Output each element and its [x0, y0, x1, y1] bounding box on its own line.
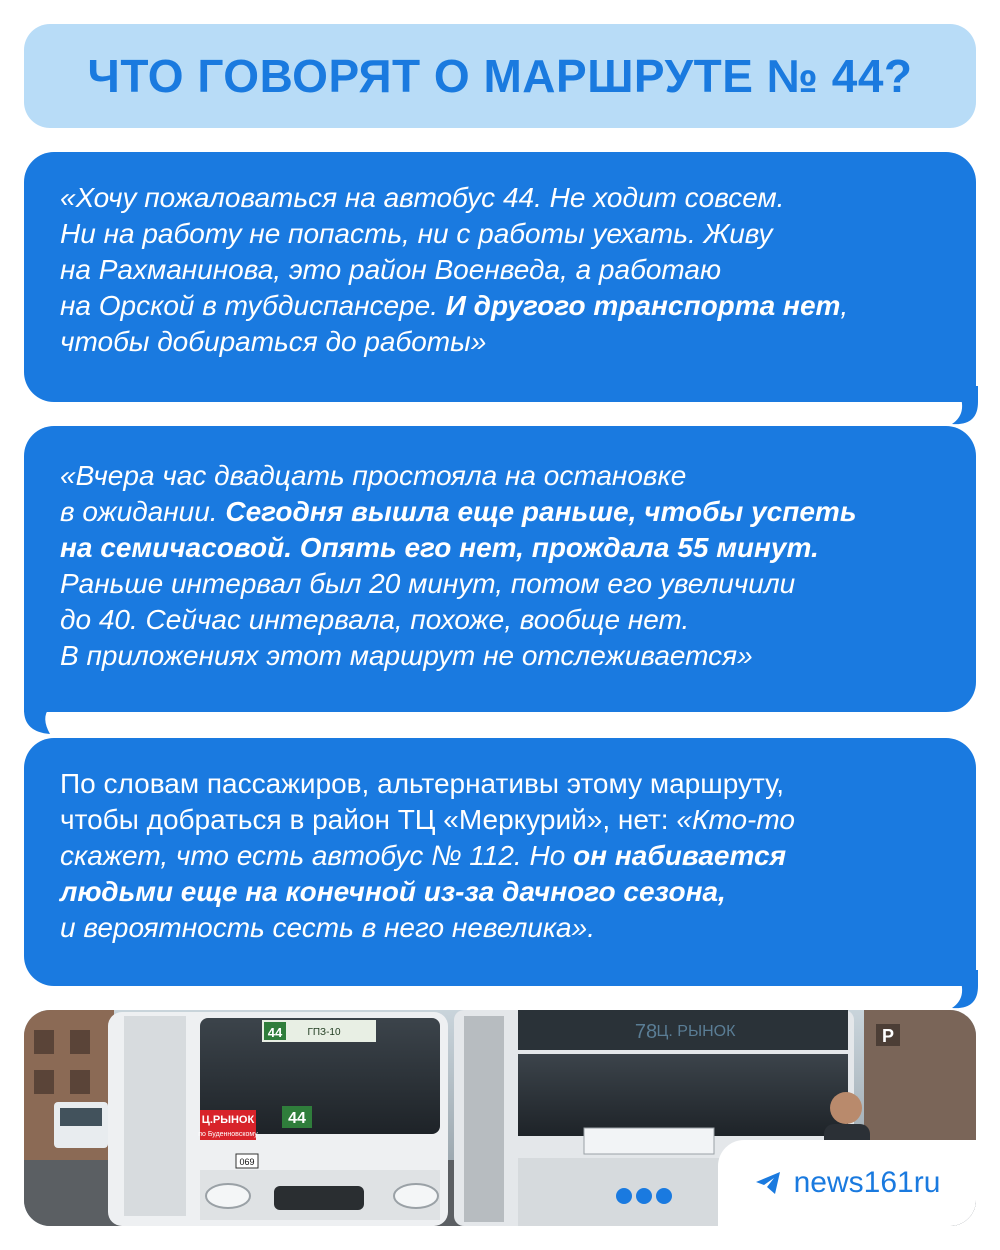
route-sign-subtext: по Буденновскому [198, 1131, 258, 1138]
brand-label: news161ru [793, 1166, 941, 1199]
bubble-tail-left [24, 696, 84, 736]
quote-2-line: до 40. Сейчас интервала, похоже, вообще нет. [60, 604, 690, 635]
quote-1-text [60, 180, 946, 360]
bubble-tail-right [918, 386, 978, 426]
quote-1-line: «Хочу пожаловаться на автобус 44. Не ходит совсем. [60, 182, 785, 213]
quote-bubble-2 [24, 426, 976, 712]
quote-bubble-3 [24, 738, 976, 986]
quote-3-emphasis: людьми еще на конечной из-за дачного сезона, [60, 876, 726, 907]
route-number-label: 44 [288, 1110, 306, 1127]
telegram-icon [754, 1170, 782, 1196]
quote-3-line: По словам пассажиров, альтернативы этому маршруту, [60, 768, 785, 799]
quote-3-line: чтобы добраться в район ТЦ «Меркурий», нет: «Кто-то [60, 804, 795, 835]
page-title: ЧТО ГОВОРЯТ О МАРШРУТЕ № 44? [87, 50, 913, 102]
quote-2-line: в ожидании. Сегодня вышла еще раньше, чтобы успеть [60, 496, 857, 527]
quote-3-emphasis: он набивается [573, 840, 787, 871]
quote-1-emphasis: И другого транспорта нет [445, 290, 841, 321]
quote-1-line: Ни на работу не попасть, ни с работы уехать. Живу [60, 218, 773, 249]
quote-1-line: на Орской в тубдиспансере. И другого транспорта нет, [60, 290, 849, 321]
brand-badge [718, 1140, 976, 1226]
quote-3-text [60, 766, 946, 946]
quote-1-line: на Рахманинова, это район Военведа, а работаю [60, 254, 722, 285]
quote-2-line: Раньше интервал был 20 минут, потом его увеличили [60, 568, 796, 599]
parking-label: P [881, 1026, 895, 1046]
quote-2-text [60, 458, 946, 674]
quote-3-line: скажет, что есть автобус № 112. Но он набивается [60, 840, 787, 871]
title-banner [24, 24, 976, 128]
quote-2-line: «Вчера час двадцать простояла на остановке [60, 460, 687, 491]
route-sign-text: Ц.РЫНОК [201, 1114, 255, 1126]
quote-1-line: чтобы добираться до работы» [60, 326, 487, 357]
quote-2-emphasis: Сегодня вышла еще раньше, чтобы успеть [225, 496, 857, 527]
bubble-tail-right [918, 970, 978, 1010]
quote-2-line: В приложениях этот маршрут не отслеживается» [60, 640, 753, 671]
bus-photo [24, 1010, 976, 1226]
quote-3-line: и вероятность сесть в него невелика». [60, 912, 595, 943]
led-route-number: 78 [634, 1021, 658, 1043]
led-destination: Ц. РЫНОК [656, 1023, 736, 1040]
board-label: ГПЗ-10 [307, 1027, 341, 1038]
bus-plate-number: 069 [239, 1157, 255, 1167]
board-route-number: 44 [267, 1025, 283, 1040]
quote-2-emphasis: на семичасовой. Опять его нет, прождала 55 минут. [60, 532, 819, 563]
quote-bubble-1 [24, 152, 976, 402]
